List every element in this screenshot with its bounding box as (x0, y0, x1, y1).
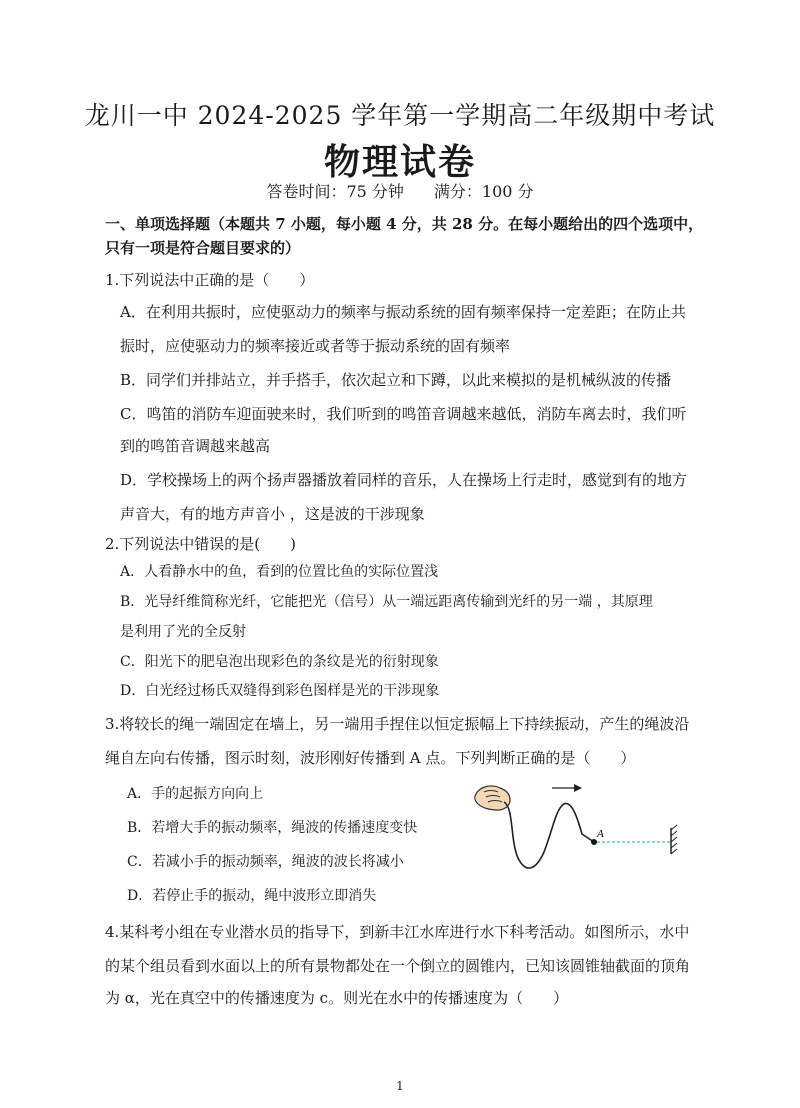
q4-line2: 的某个组员看到水面以上的所有景物都处在一个倒立的圆锥内，已知该圆锥轴截面的顶角 (105, 957, 691, 975)
q2-option-b-line1: B．光导纤维简称光纤，它能把光（信号）从一端远距离传输到光纤的另一端 ，其原理 (120, 594, 653, 610)
q1-option-c-line2: 到的鸣笛音调越来越高 (120, 437, 271, 455)
point-a-label: A (597, 828, 604, 840)
school-exam-line: 龙川一中 2024-2025 学年第一学期高二年级期中考试 (84, 101, 716, 130)
exam-meta (0, 182, 800, 202)
q1-stem: 1.下列说法中正确的是（ ） (105, 271, 315, 289)
q3-option-a: A．手的起振方向向上 (127, 786, 264, 802)
section-heading-line1: 一、单项选择题（本题共 7 小题，每小题 4 分，共 28 分。在每小题给出的四个选项中， (105, 215, 704, 233)
q2-stem: 2.下列说法中错误的是( ) (105, 535, 297, 553)
arrow-right-icon (552, 784, 582, 792)
rope-wave (504, 802, 594, 868)
hand-icon (475, 786, 510, 810)
q3-option-c: C．若减小手的振动频率，绳波的波长将减小 (127, 854, 404, 870)
page-number: 1 (396, 1079, 404, 1093)
q4-line1: 4.某科考小组在专业潜水员的指导下，到新丰江水库进行水下科考活动。如图所示，水中 (105, 923, 690, 941)
exam-score: 满分：100 分 (433, 182, 534, 201)
q1-option-d-line2: 声音大，有的地方声音小 ，这是波的干涉现象 (120, 505, 425, 523)
q3-stem-line2: 绳自左向右传播，图示时刻，波形刚好传播到 A 点。下列判断正确的是（ ） (105, 749, 636, 767)
q1-option-b: B．同学们并排站立，并手搭手，依次起立和下蹲，以此来模拟的是机械纵波的传播 (120, 371, 672, 389)
page-title: 物理试卷 (323, 141, 476, 183)
q3-stem-line1: 3.将较长的绳一端固定在墙上，另一端用手捏住以恒定振幅上下持续振动，产生的绳波沿 (105, 715, 690, 733)
wall-icon (671, 825, 677, 854)
q2-option-b-line2: 是利用了光的全反射 (120, 624, 246, 640)
q4-line3: 为 α，光在真空中的传播速度为 c。则光在水中的传播速度为（ ） (105, 989, 569, 1007)
q2-option-d: D．白光经过杨氏双缝得到彩色图样是光的干涉现象 (120, 683, 440, 699)
rope-wave-figure (470, 780, 690, 880)
q1-option-c-line1: C．鸣笛的消防车迎面驶来时，我们听到的鸣笛音调越来越低，消防车离去时，我们听 (120, 405, 687, 423)
q1-option-a-line2: 振时，应使驱动力的频率接近或者等于振动系统的固有频率 (120, 337, 511, 355)
q1-option-d-line1: D．学校操场上的两个扬声器播放着同样的音乐，人在操场上行走时，感觉到有的地方 (120, 471, 688, 489)
section-heading-line2: 只有一项是符合题目要求的） (105, 239, 301, 257)
q3-option-b: B．若增大手的振动频率，绳波的传播速度变快 (127, 820, 418, 836)
q2-option-c: C．阳光下的肥皂泡出现彩色的条纹是光的衍射现象 (120, 654, 439, 670)
q2-option-a: A．人看静水中的鱼，看到的位置比鱼的实际位置浅 (120, 564, 439, 580)
q1-option-a-line1: A．在利用共振时，应使驱动力的频率与振动系统的固有频率保持一定差距；在防止共 (120, 303, 686, 321)
q3-option-d: D．若停止手的振动，绳中波形立即消失 (127, 888, 377, 904)
exam-time: 答卷时间：75 分钟 (266, 182, 404, 201)
